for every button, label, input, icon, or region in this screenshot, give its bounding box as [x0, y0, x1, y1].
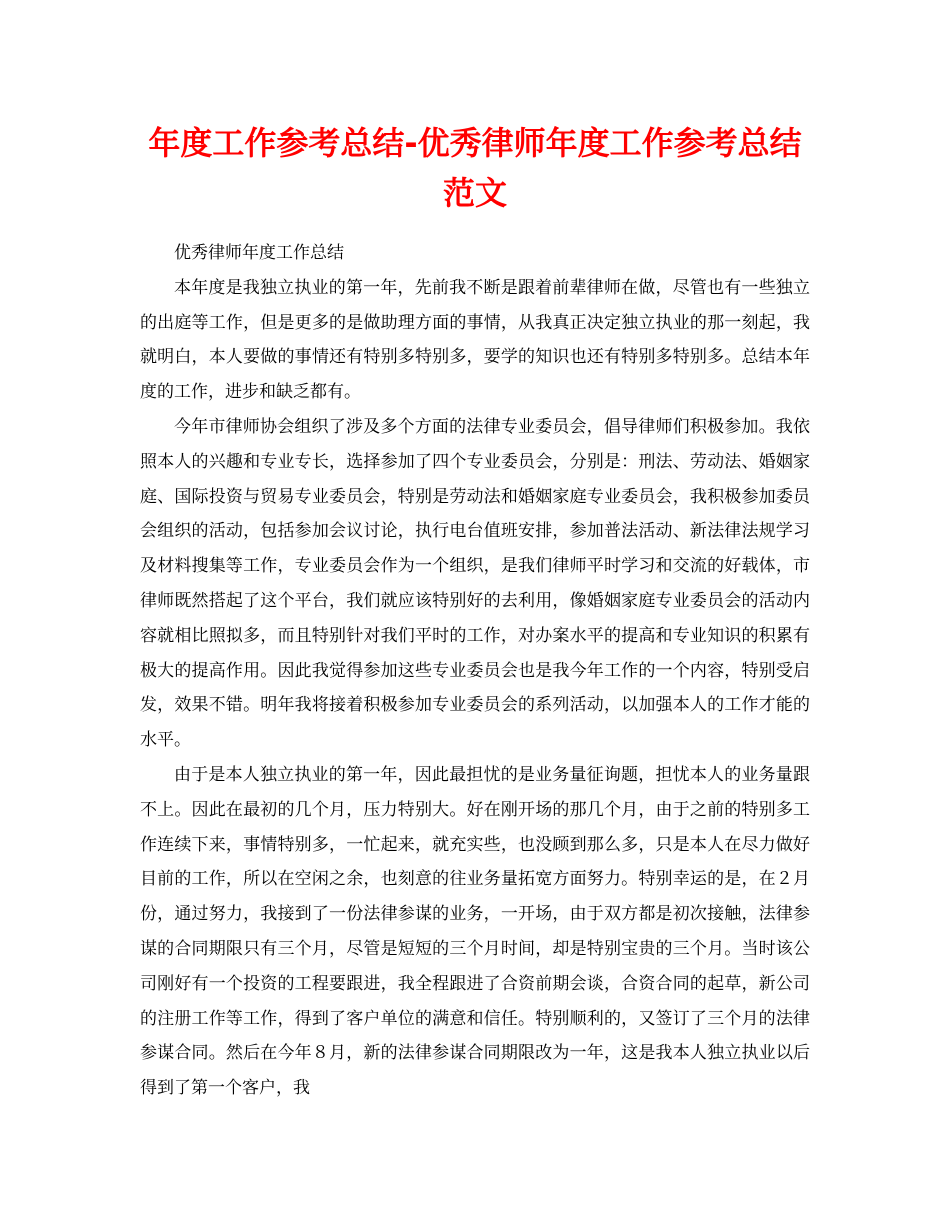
paragraph: 由于是本人独立执业的第一年，因此最担忧的是业务量征询题，担忧本人的业务量跟不上。因此在最初的几个月，压力特别大。好在刚开场的那几个月，由于之前的特别多工作连续下来，事情特别多，一忙起来，就充实些，也没顾到那么多，只是本人在尽力做好目前的工作，所以在空闲之余，也刻意的往业务量拓宽方面努力。特别幸运的是，在２月份，通过努力，我接到了一份法律参谋的业务，一开场，由于双方都是初次接触，法律参谋的合同期限只有三个月，尽管是短短的三个月时间，却是特别宝贵的三个月。当时该公司刚好有一个投资的工程要跟进，我全程跟进了合资前期会谈，合资合同的起草，新公司的注册工作等工作，得到了客户单位的满意和信任。特别顺利的，又签订了三个月的法律参谋合同。然后在今年８月，新的法律参谋合同期限改为一年，这是我本人独立执业以后得到了第一个客户，我 — [140, 764, 810, 1099]
paragraph-subtitle: 优秀律师年度工作总结 — [174, 243, 344, 263]
paragraph: 今年市律师协会组织了涉及多个方面的法律专业委员会，倡导律师们积极参加。我依照本人的兴趣和专业专长，选择参加了四个专业委员会，分别是：刑法、劳动法、婚姻家庭、国际投资与贸易专业委员会，特别是劳动法和婚姻家庭专业委员会，我积极参加委员会组织的活动，包括参加会议讨论，执行电台值班安排，参加普法活动、新法律法规学习及材料搜集等工作，专业委员会作为一个组织，是我们律师平时学习和交流的好载体，市律师既然搭起了这个平台，我们就应该特别好的去利用，像婚姻家庭专业委员会的活动内容就相比照拟多，而且特别针对我们平时的工作，对办案水平的提高和专业知识的积累有极大的提高作用。因此我觉得参加这些专业委员会也是我今年工作的一个内容，特别受启发，效果不错。明年我将接着积极参加专业委员会的系列活动，以加强本人的工作才能的水平。 — [140, 416, 810, 751]
document-title: 年度工作参考总结-优秀律师年度工作参考总结范文 — [148, 124, 802, 212]
document-body — [140, 236, 810, 1106]
paragraph: 本年度是我独立执业的第一年，先前我不断是跟着前辈律师在做，尽管也有一些独立的出庭等工作，但是更多的是做助理方面的事情，从我真正决定独立执业的那一刻起，我就明白，本人要做的事情还有特别多特别多，要学的知识也还有特别多特别多。总结本年度的工作，进步和缺乏都有。 — [140, 277, 810, 403]
